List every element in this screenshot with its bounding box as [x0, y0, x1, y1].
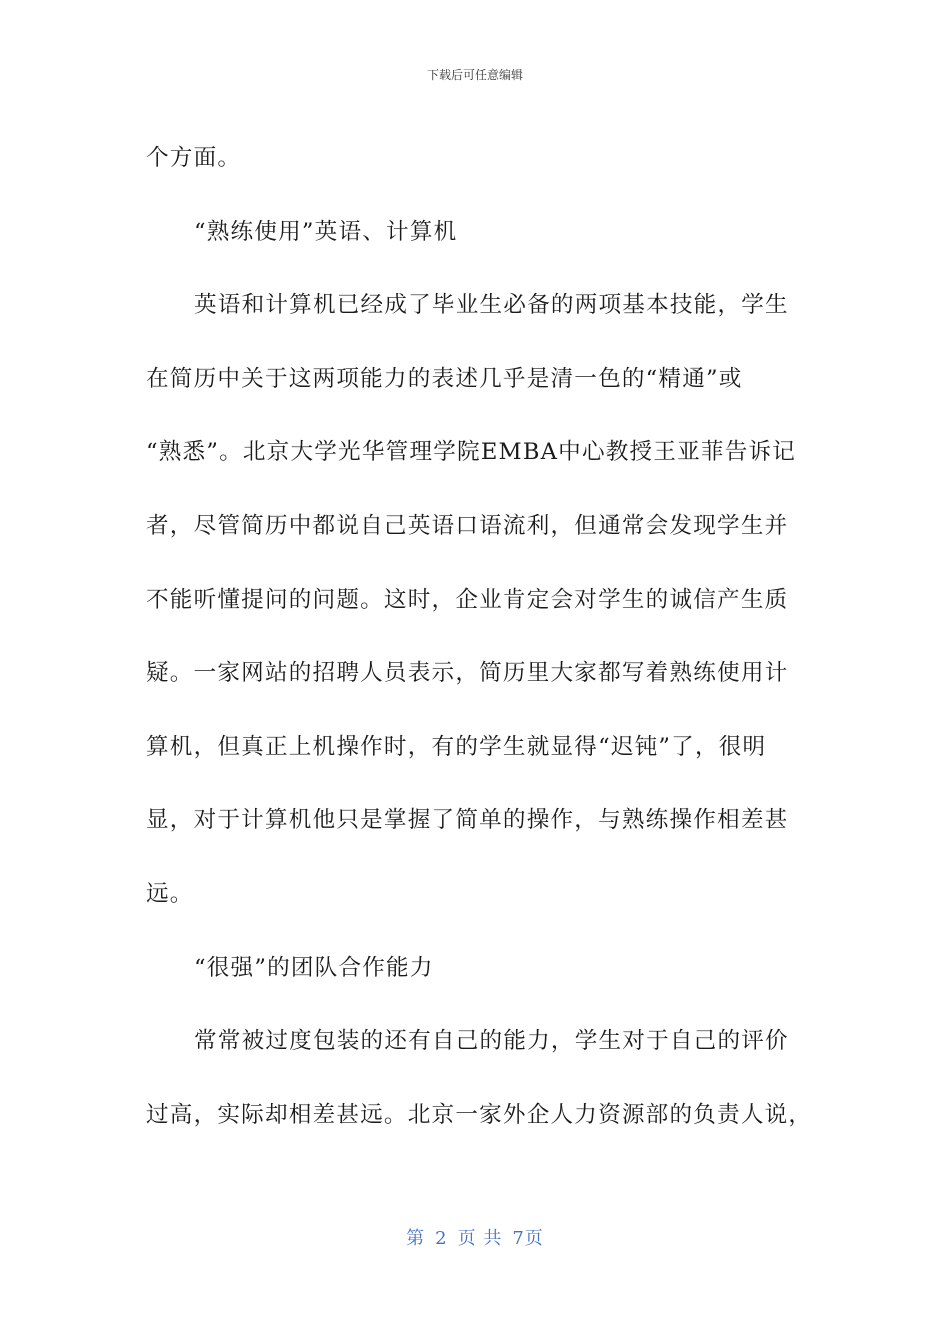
body-line: 英语和计算机已经成了毕业生必备的两项基本技能，学生 — [194, 292, 789, 319]
body-line: 在简历中关于这两项能力的表述几乎是清一色的“精通”或 — [146, 365, 743, 392]
body-line: “熟悉”。北京大学光华管理学院EMBA中心教授王亚菲告诉记 — [146, 439, 797, 466]
page-header-note: 下载后可任意编辑 — [426, 68, 523, 82]
footer-prefix: 第 — [406, 1228, 426, 1249]
body-line: 显，对于计算机他只是掌握了简单的操作，与熟练操作相差甚 — [146, 807, 789, 834]
footer-total-pages: 7页 — [512, 1228, 544, 1249]
page-number-footer — [0, 1226, 950, 1252]
body-line: 常常被过度包装的还有自己的能力，学生对于自己的评价 — [194, 1028, 789, 1055]
body-line: 者，尽管简历中都说自己英语口语流利，但通常会发现学生并 — [146, 512, 789, 539]
document-body — [146, 122, 813, 1152]
body-line: 算机，但真正上机操作时，有的学生就显得“迟钝”了，很明 — [146, 733, 767, 760]
section-heading-computer-english: “熟练使用”英语、计算机 — [194, 218, 458, 245]
body-line: 远。 — [146, 880, 194, 907]
body-line: 个方面。 — [146, 145, 242, 171]
footer-current-page: 2 — [435, 1228, 448, 1249]
body-line: 过高，实际却相差甚远。北京一家外企人力资源部的负责人说， — [146, 1101, 813, 1128]
section-heading-teamwork: “很强”的团队合作能力 — [194, 954, 434, 981]
footer-middle: 页 共 — [457, 1228, 503, 1249]
body-line: 不能听懂提问的问题。这时，企业肯定会对学生的诚信产生质 — [146, 586, 789, 613]
body-line: 疑。一家网站的招聘人员表示，简历里大家都写着熟练使用计 — [146, 660, 789, 687]
